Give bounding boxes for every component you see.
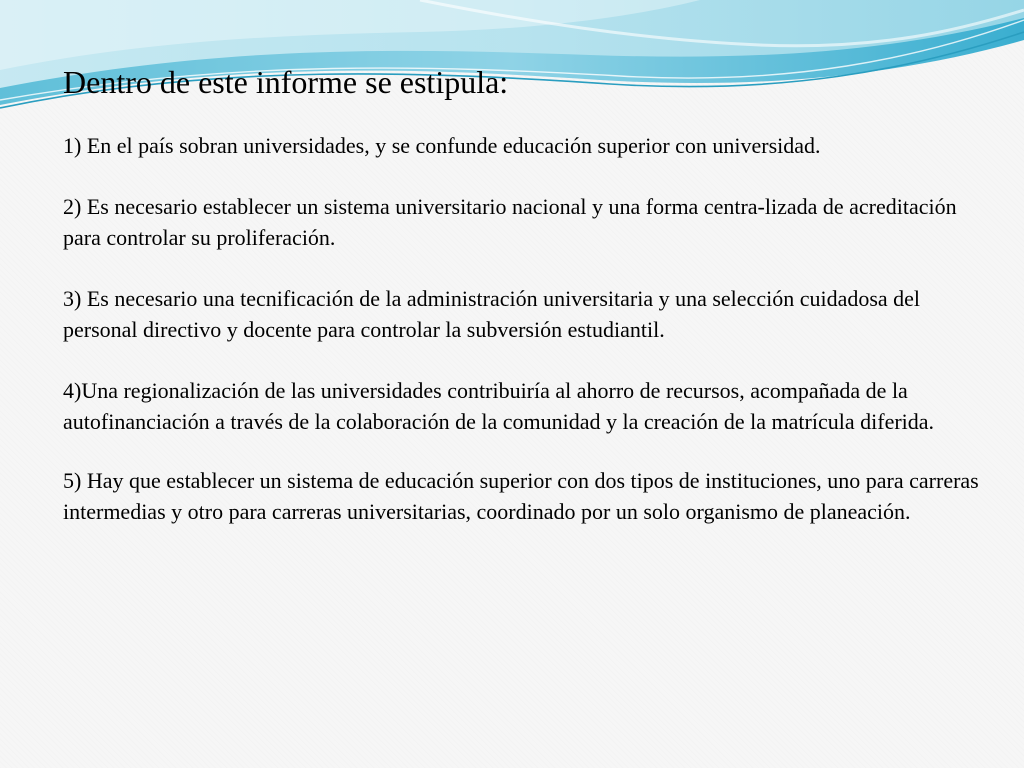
point-1: 1) En el país sobran universidades, y se confunde educación superior con universidad. [63, 133, 821, 158]
point-4: 4)Una regionalización de las universidades contribuiría al ahorro de recursos, acompañada de la autofinanciación a través de la colaboración de la comunidad y la creación de la matrícula diferida. [63, 378, 935, 434]
slide-body [63, 130, 993, 557]
point-3: 3) Es necesario una tecnificación de la administración universitaria y una selección cuidadosa del personal directivo y docente para controlar la subversión estudiantil. [63, 286, 921, 342]
slide-title: Dentro de este informe se estipula: [63, 64, 509, 100]
point-5: 5) Hay que establecer un sistema de educación superior con dos tipos de instituciones, uno para carreras intermedias y otro para carreras universitarias, coordinado por un solo organismo de planeación. [63, 468, 979, 524]
point-2: 2) Es necesario establecer un sistema universitario nacional y una forma centra-lizada de acreditación para controlar su proliferación. [63, 194, 957, 250]
